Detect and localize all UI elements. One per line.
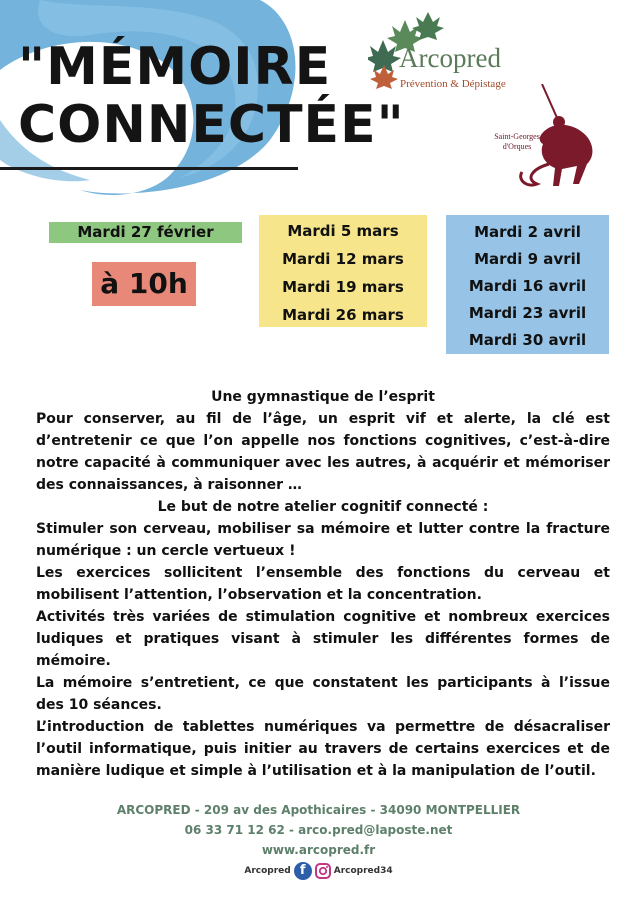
article-paragraph-3: Les exercices sollicitent l’ensemble des fonctions du cerveau et mobilisent l’attention, l’observation et la concentration. — [36, 565, 610, 603]
footer-address: ARCOPRED - 209 av des Apothicaires - 34090 MONTPELLIER — [116, 803, 521, 817]
date-april-2: Mardi 9 avril — [474, 250, 581, 268]
footer-contact: 06 33 71 12 62 - arco.pred@laposte.net — [184, 823, 453, 837]
date-march-2: Mardi 12 mars — [282, 250, 404, 268]
date-march-3: Mardi 19 mars — [282, 278, 404, 296]
date-february: Mardi 27 février — [49, 222, 242, 243]
page-title — [18, 38, 405, 154]
date-april-5: Mardi 30 avril — [468, 331, 587, 349]
arcopred-logo-name: Arcopred — [399, 43, 501, 73]
title-underline — [0, 167, 298, 170]
date-march-4: Mardi 26 mars — [282, 306, 404, 324]
saint-georges-logo-text: Saint-Georges d'Orques — [494, 132, 540, 151]
date-april-1: Mardi 2 avril — [474, 223, 581, 241]
footer-website-link[interactable]: www.arcopred.fr — [261, 843, 376, 857]
article-paragraph-4: Activités très variées de stimulation cognitive et nombreux exercices ludiques et pratiques visant à stimuler les différentes formes de mémoire. — [36, 609, 610, 669]
instagram-icon[interactable] — [315, 863, 331, 879]
title-line-1: "MÉMOIRE — [18, 37, 332, 97]
time-badge: à 10h — [92, 262, 196, 306]
april-dates-box — [446, 215, 609, 354]
arcopred-logo-tagline: Prévention & Dépistage — [400, 78, 506, 90]
article-body — [36, 386, 610, 782]
date-march-1: Mardi 5 mars — [287, 222, 399, 240]
facebook-icon[interactable]: f — [294, 862, 312, 880]
article-paragraph-6: L’introduction de tablettes numériques va permettre de désacraliser l’outil informatique, puis initier au travers de certains exercices et de manière ludique et simple à l’utilisation et à la manipulation de l’outil. — [36, 719, 610, 779]
title-line-2: CONNECTÉE" — [18, 95, 405, 155]
article-paragraph-5: La mémoire s’entretient, ce que constatent les participants à l’issue des 10 séances. — [36, 675, 610, 713]
article-heading-2: Le but de notre atelier cognitif connecté : — [157, 499, 489, 515]
article-heading-1: Une gymnastique de l’esprit — [211, 389, 435, 405]
date-april-4: Mardi 23 avril — [468, 304, 587, 322]
article-paragraph-2: Stimuler son cerveau, mobiliser sa mémoire et lutter contre la fracture numérique : un cercle vertueux ! — [36, 521, 610, 559]
article-paragraph-1: Pour conserver, au fil de l’âge, un esprit vif et alerte, la clé est d’entretenir ce que l’on appelle nos fonctions cognitives, c’est-à-dire notre capacité à communiquer avec les autres, à acquérir et mémoriser des connaissances, à raisonner … — [36, 411, 610, 493]
facebook-handle[interactable]: Arcopred — [244, 866, 291, 876]
social-links — [0, 862, 637, 880]
footer — [0, 800, 637, 880]
date-april-3: Mardi 16 avril — [468, 277, 587, 295]
march-dates-box — [259, 215, 427, 327]
instagram-handle[interactable]: Arcopred34 — [333, 866, 393, 876]
